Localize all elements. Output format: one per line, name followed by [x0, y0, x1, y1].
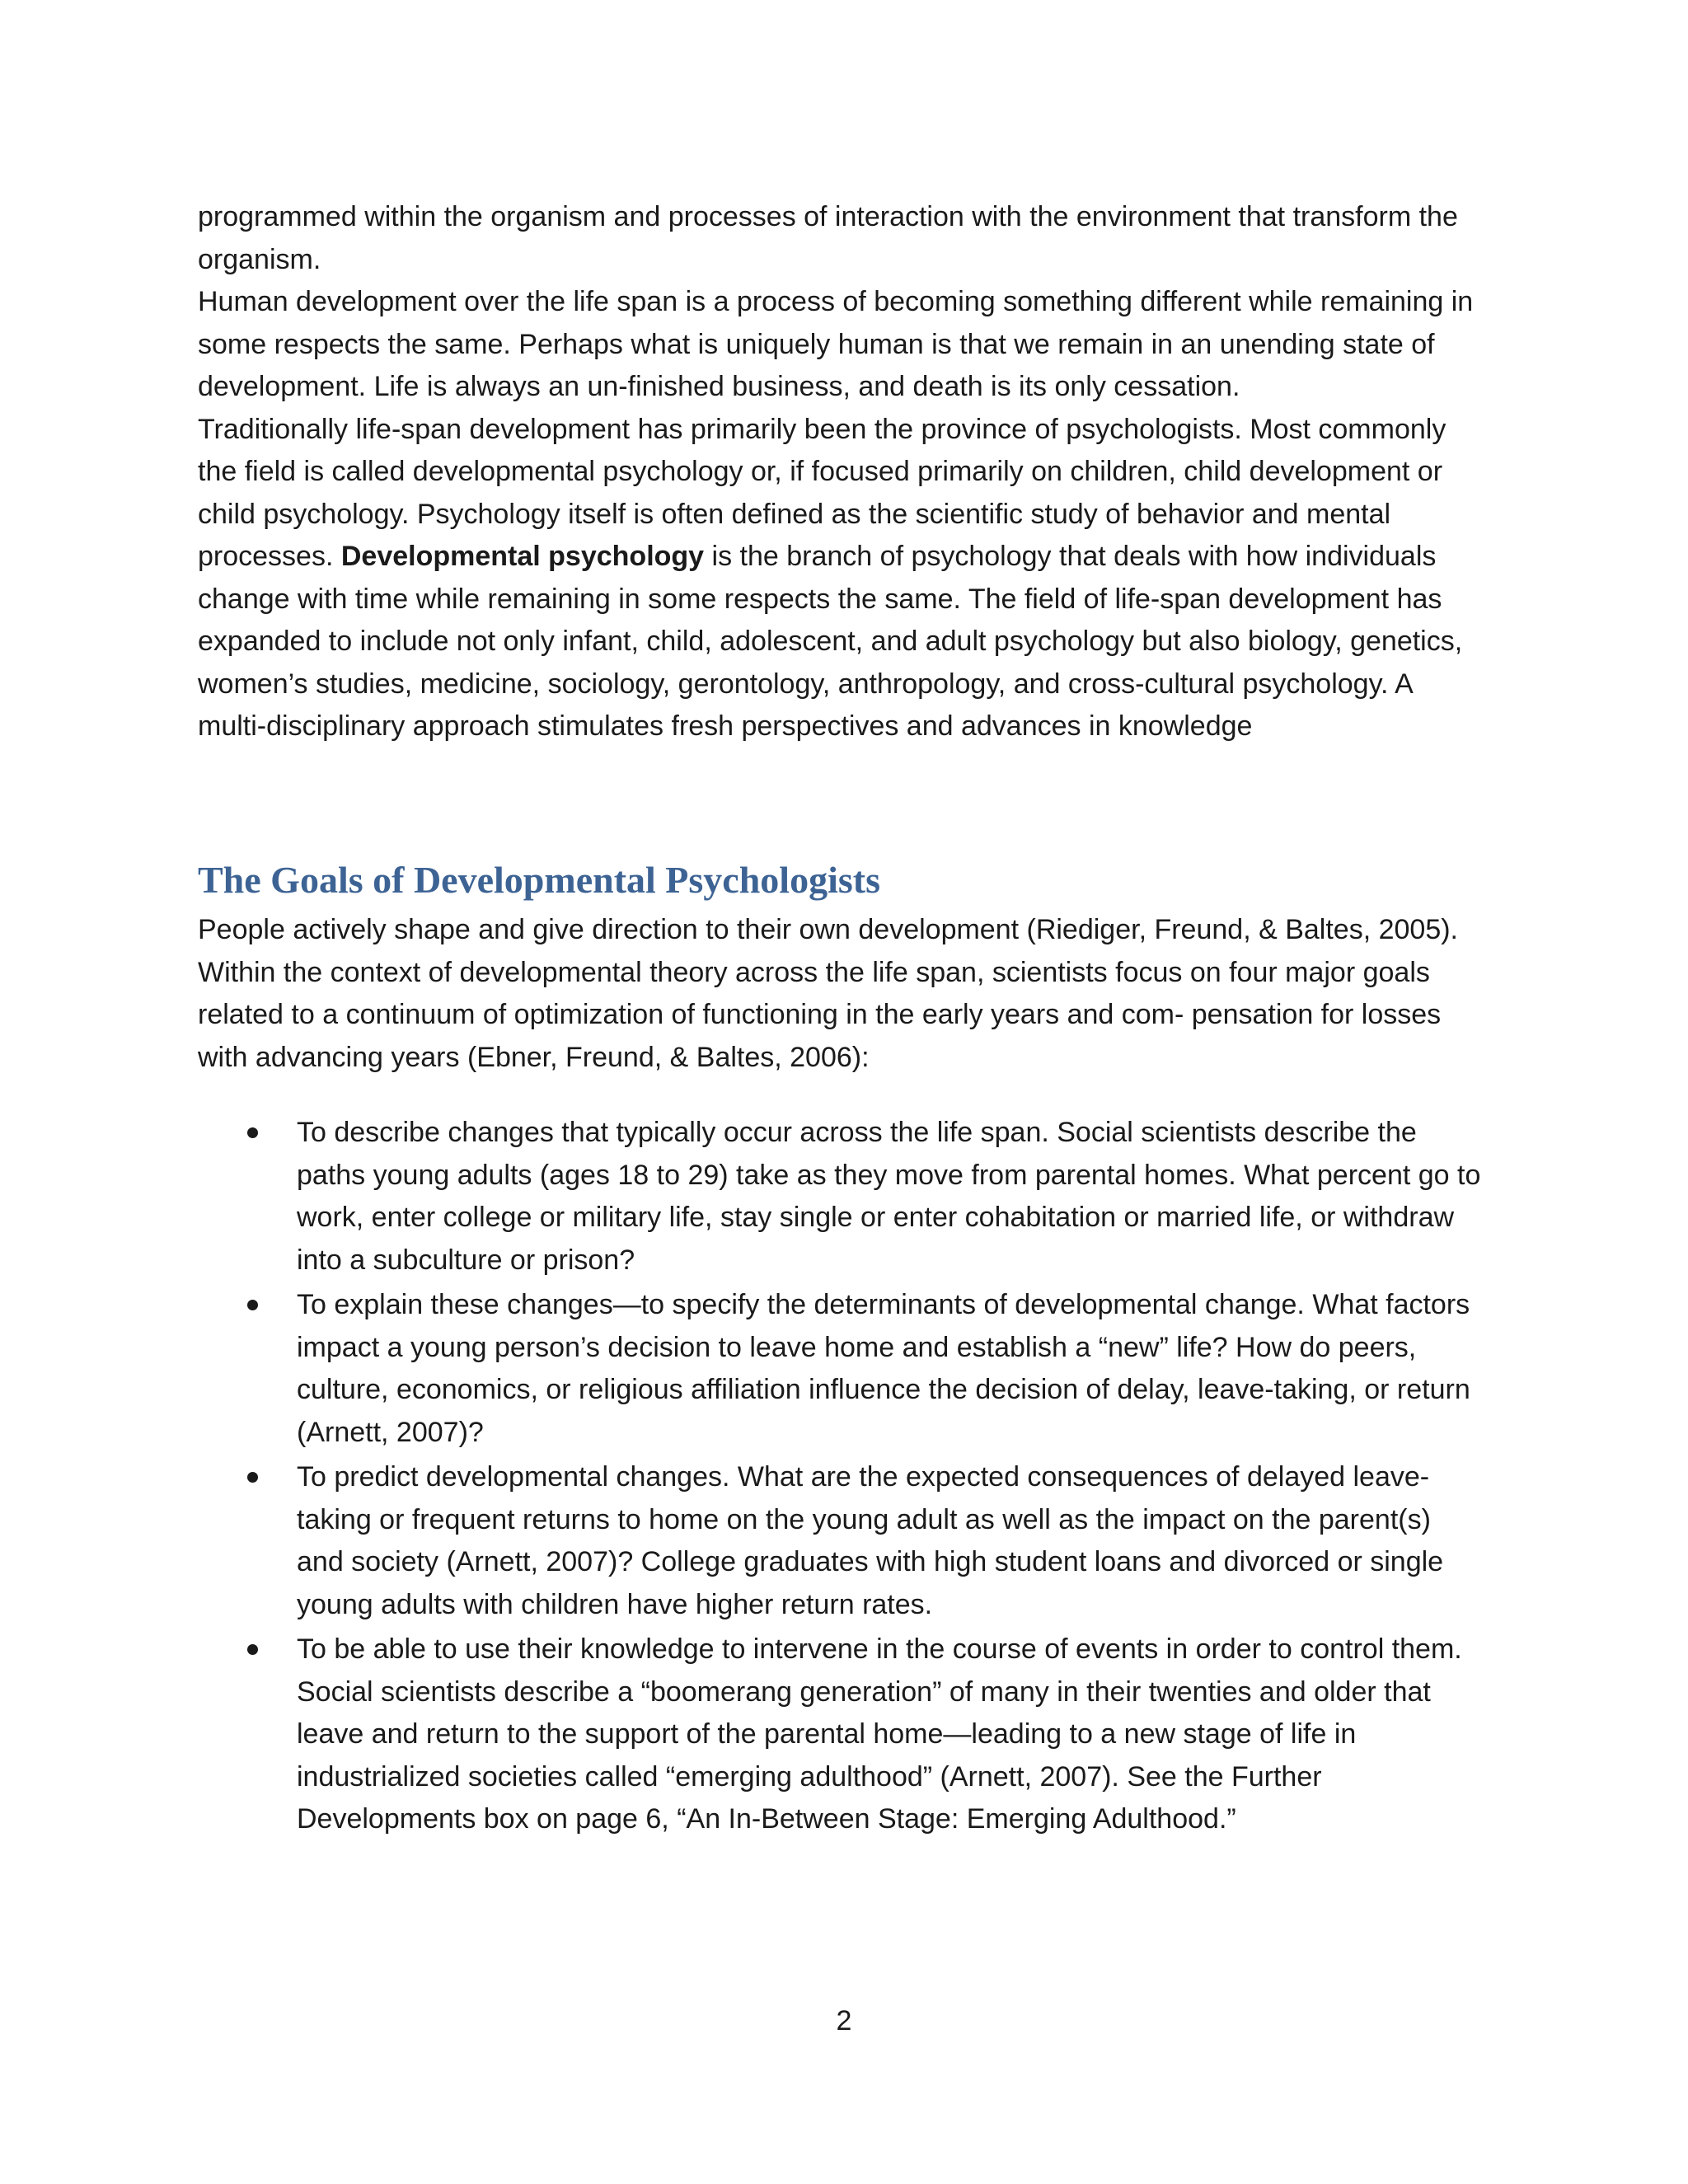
list-item-text: To predict developmental changes. What are the expected consequences of delayed leave-taking or frequent returns to home on the young adult as well as the impact on the parent(s) and society (Arnett, 2007)? College graduates with high student loans and divorced or single young adults with children have higher return rates. [297, 1461, 1444, 1620]
paragraph-human-development: Human development over the life span is a process of becoming something different while remaining in some respects the same. Perhaps what is uniquely human is that we remain in an unending state of development. Life is always an un-finished business, and death is its only cessation. [198, 286, 1474, 402]
list-item [198, 1112, 1484, 1282]
bullet-icon [247, 1472, 258, 1483]
list-item-text: To be able to use their knowledge to intervene in the course of events in order to control them. Social scientists describe a “boomerang generation” of many in their twenties and older that leave and return to the support of the parental home—leading to a new stage of life in industrialized societies called “emerging adulthood” (Arnett, 2007). See the Further Developments box on page 6, “An In-Between Stage: Emerging Adulthood.” [297, 1633, 1462, 1835]
bullet-icon [247, 1300, 258, 1310]
paragraph-text: Traditionally life-span development has primarily been the province of psychologists. Most commonly the field is called developmental psychology or, if focused primarily on children, child development or child psychology. Psychology itself is often defined as the scientific study of behavior and mental processes. [198, 413, 1447, 572]
list-item-text: To describe changes that typically occur across the life span. Social scientists describe the paths young adults (ages 18 to 29) take as they move from parental homes. What percent go to work, enter college or military life, stay single or enter cohabitation or married life, or withdraw into a subculture or prison? [297, 1117, 1481, 1276]
paragraph-organism: programmed within the organism and processes of interaction with the environment that transform the organism. [198, 201, 1458, 275]
list-item [198, 1456, 1484, 1626]
bullet-icon [247, 1127, 258, 1138]
intro-text-block [198, 196, 1484, 748]
paragraph-developmental-psychology [198, 409, 1484, 748]
section-intro-block [198, 909, 1484, 1079]
list-item [198, 1284, 1484, 1454]
paragraph-text: is the branch of psychology that deals with how individuals change with time while remaining in some respects the same. The field of life-span development has expanded to include not only infant, child, adolescent, and adult psychology but also biology, genetics, women’s studies, medicine, sociology, gerontology, anthropology, and cross-cultural psychology. A multi-disciplinary approach stimulates fresh perspectives and advances in knowledge [198, 541, 1463, 742]
section-intro-paragraph: People actively shape and give direction to their own development (Riediger, Freund, & Baltes, 2005). Within the context of developmental theory across the life span, scientists focus on four major goals related to a continuum of optimization of functioning in the early years and com- pensation for losses with advancing years (Ebner, Freund, & Baltes, 2006): [198, 914, 1459, 1073]
goals-list [198, 1112, 1484, 1844]
list-item-text: To explain these changes—to specify the determinants of developmental change. What factors impact a young person’s decision to leave home and establish a “new” life? How do peers, culture, economics, or religious affiliation influence the decision of delay, leave-taking, or return (Arnett, 2007)? [297, 1289, 1470, 1448]
bullet-icon [247, 1644, 258, 1655]
bold-term-developmental-psychology: Developmental psychology [340, 541, 705, 572]
page-number: 2 [836, 2005, 852, 2036]
list-item [198, 1629, 1484, 1841]
section-heading: The Goals of Developmental Psychologists [198, 859, 880, 901]
